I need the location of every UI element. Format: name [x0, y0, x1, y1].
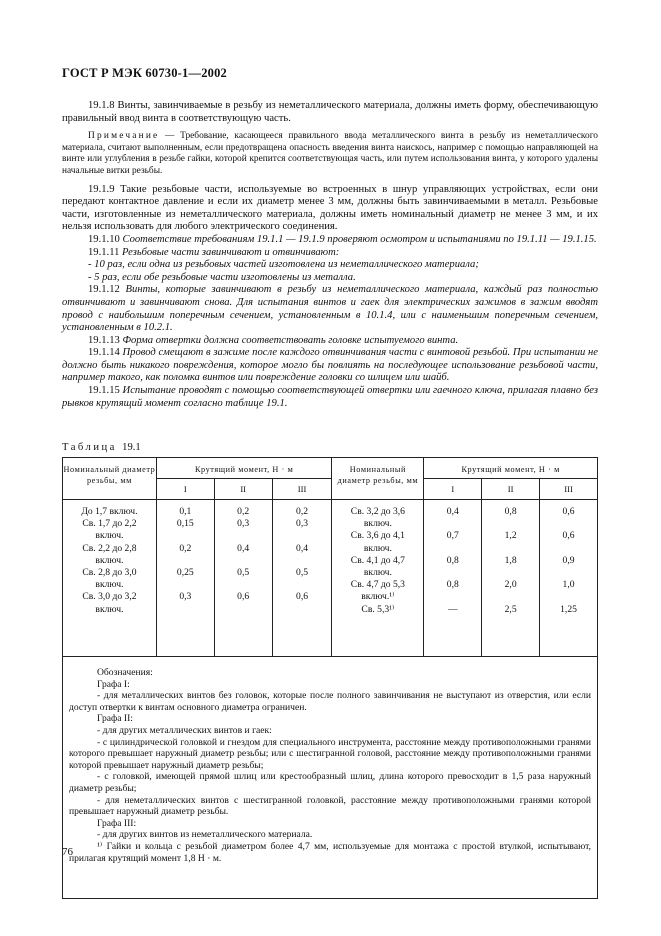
paragraph-number: 19.1.13: [88, 334, 120, 346]
torque-value: 0,1: [179, 506, 192, 517]
torque-value: 0,15: [176, 518, 194, 530]
left-col-II: [214, 500, 272, 657]
diameter-line: До 1,7 включ.: [81, 506, 138, 517]
left-diameter-column: [63, 500, 157, 657]
paragraph-19-1-10: [62, 234, 598, 247]
torque-value: 0,7: [446, 530, 459, 542]
header-diameter-right: Номинальный диаметр резьбы, мм: [332, 458, 424, 500]
torque-value: 0,6: [562, 530, 575, 542]
torque-value: 2,5: [504, 603, 517, 615]
diameter-line: Св. 3,2 до 3,6: [350, 506, 405, 517]
diameter-line: включ.: [95, 530, 124, 542]
spacer: [215, 530, 272, 542]
header-diameter-left: Номинальный диаметр резьбы, мм: [63, 458, 157, 500]
document-header: ГОСТ Р МЭК 60730-1—2002: [62, 66, 227, 80]
spacer: [157, 604, 214, 616]
diameter-line: включ.: [95, 603, 124, 615]
body-text: [62, 100, 598, 410]
spacer: [482, 543, 539, 555]
note-text: — Требование, касающееся правильного ввода металлического винта в резьбу из неметаллического материала, считают выполненным, если предотвращена опасность введения винта наискось, например с помощью направляющей на винте или углубления в резьбе гайки, которой крепится соответствующая часть, или путем использования винта, у которого удалены начальные витки резьбы.: [62, 131, 598, 176]
spacer: [273, 530, 332, 542]
spacer: [215, 555, 272, 567]
paragraph-19-1-13: [62, 335, 598, 348]
diameter-line: Св. 4,7 до 5,3: [350, 579, 405, 591]
diameter-line: включ.: [363, 567, 392, 579]
spacer: [215, 579, 272, 591]
diameter-line: Св. 2,8 до 3,0: [82, 567, 137, 579]
notes-g3-text: - для других винтов из неметаллического материала.: [97, 829, 313, 841]
spacer: [424, 543, 481, 555]
paragraph-number: 19.1.10: [88, 233, 120, 245]
notes-g2-c: - для неметаллических винтов с шестигранной головкой, расстояние между противоположными гранями которой превышает наружный диаметр резьбы.: [69, 794, 591, 818]
note-label: Примечание: [88, 131, 160, 142]
paragraph-19-1-15: [62, 385, 598, 410]
table-caption: [62, 442, 141, 453]
table-caption-number: 19.1: [122, 442, 141, 453]
diameter-line: включ.: [95, 579, 124, 591]
notes-footnote: ¹⁾ Гайки и кольца с резьбой диаметром более 4,7 мм, используемые для монтажа с простой втулкой, испытывают, прилагая крутящий момент 1,8 Н · м.: [69, 840, 591, 864]
torque-value: —: [447, 603, 458, 615]
torque-value: 0,8: [446, 579, 459, 591]
spacer: [540, 543, 597, 555]
spacer: [540, 518, 597, 530]
paragraph-19-1-12: [62, 284, 598, 334]
header-col-I: I: [424, 479, 482, 500]
spacer: [482, 567, 539, 579]
paragraph-19-1-8: 19.1.8 Винты, завинчиваемые в резьбу из неметаллического материала, должны иметь форму, обеспечивающую правильный ввод винта в соответствующую часть.: [62, 100, 598, 124]
diameter-line: Св. 4,1 до 4,7: [350, 554, 405, 566]
diameter-line: включ.: [363, 518, 392, 530]
paragraph-19-1-9: 19.1.9 Такие резьбовые части, используемые во встроенных в шнур управляющих устройствах, если они передают контактное давление и если их диаметр менее 3 мм, должны быть завинчиваемыми в металл. Резьбовые части, изготовленные из неметаллического материала, должны иметь номинальный диаметр не менее 3 мм, и их нельзя использовать для любого электрического соединения.: [62, 183, 598, 233]
header-col-II: II: [482, 479, 540, 500]
left-col-III: [272, 500, 332, 657]
spacer: [482, 518, 539, 530]
spacer: [157, 579, 214, 591]
paragraph-number: 19.1.12: [88, 284, 120, 296]
spacer: [424, 591, 481, 603]
torque-value: 0,5: [296, 567, 309, 579]
diameter-line: Св. 3,6 до 4,1: [350, 530, 405, 542]
torque-value: 0,6: [237, 591, 250, 603]
spacer: [540, 567, 597, 579]
paragraph-text: Резьбовые части завинчивают и отвинчивают:: [122, 246, 340, 258]
list-item: - 5 раз, если обе резьбовые части изготовлены из металла.: [88, 271, 356, 283]
torque-value: 1,25: [560, 603, 577, 615]
torque-value: 1,2: [504, 530, 517, 542]
header-torque-right: Крутящий момент, Н · м: [424, 458, 598, 479]
table-caption-word: Таблица: [62, 442, 117, 453]
spacer: [215, 604, 272, 616]
torque-value: 0,4: [237, 542, 250, 554]
diameter-line: Св. 1,7 до 2,2: [82, 518, 137, 530]
diameter-line: включ.: [363, 542, 392, 554]
spacer: [424, 567, 481, 579]
right-col-III: [540, 500, 598, 657]
torque-value: 0,9: [562, 554, 575, 566]
paragraph-number: 19.1.11: [88, 246, 120, 258]
spacer: [157, 530, 214, 542]
torque-value: 0,2: [296, 506, 309, 517]
header-torque-left: Крутящий момент, Н · м: [156, 458, 332, 479]
diameter-line: включ.¹⁾: [361, 591, 395, 603]
header-col-I: I: [156, 479, 214, 500]
note-paragraph: [62, 131, 598, 177]
notes-g2-title: Графа II:: [97, 713, 133, 725]
spacer: [273, 579, 332, 591]
notes-title: Обозначения:: [97, 667, 153, 678]
right-diameter-column: [332, 500, 424, 657]
right-col-II: [482, 500, 540, 657]
header-col-III: III: [272, 479, 332, 500]
spacer: [273, 604, 332, 616]
torque-value: 2,0: [504, 579, 517, 591]
paragraph-text: Соответствие требованиям 19.1.1 — 19.1.9 проверяют осмотром и испытаниями по 19.1.11 — 19.1.15.: [122, 233, 597, 245]
torque-value: 0,2: [179, 542, 192, 554]
notes-g2-a: - с цилиндрической головкой и гнездом для специального инструмента, расстояние между противоположными гранями которого превышает наружный диаметр резьбы; или с шестигранной головой, расстояние между противоположными гранями которой превышает наружный диаметр резьбы;: [69, 736, 591, 771]
spacer: [482, 591, 539, 603]
torque-value: 0,4: [446, 506, 459, 517]
paragraph-number: 19.1.14: [88, 347, 120, 359]
diameter-line: Св. 3,0 до 3,2: [82, 591, 137, 603]
notes-g3-title: Графа III:: [97, 817, 137, 829]
header-col-II: II: [214, 479, 272, 500]
torque-value: 1,0: [562, 579, 575, 591]
table-notes: [63, 657, 598, 899]
torque-value: 0,3: [296, 518, 309, 530]
torque-value: 0,2: [237, 506, 250, 517]
list-item: - 10 раз, если одна из резьбовых частей изготовлена из неметаллического материала;: [88, 259, 479, 271]
diameter-line: включ.: [95, 554, 124, 566]
paragraph-19-1-14: [62, 347, 598, 385]
header-col-III: III: [540, 479, 598, 500]
paragraph-text: Испытание проводят с помощью соответствующей отвертки или гаечного ключа, прилагая плавно без рывков крутящий момент согласно таблице 19.1.: [62, 385, 598, 409]
torque-value: 0,6: [296, 591, 309, 603]
torque-value: 0,25: [176, 567, 194, 579]
paragraph-text: Провод смещают в зажиме после каждого отвинчивания части с винтовой резьбой. При испытании не должно быть никакого повреждения, которое могло бы повлиять на последующее использование резьбовой части, например такого, как поломка винтов или повреждение головки со шлицем или шайб.: [62, 347, 598, 384]
spacer: [424, 518, 481, 530]
torque-value: 0,8: [446, 554, 459, 566]
spacer: [157, 555, 214, 567]
diameter-line: Св. 2,2 до 2,8: [82, 542, 137, 554]
left-col-I: [156, 500, 214, 657]
right-col-I: [424, 500, 482, 657]
notes-g2-intro: - для других металлических винтов и гаек:: [97, 724, 272, 736]
torque-table: [62, 457, 598, 899]
spacer: [540, 591, 597, 603]
paragraph-19-1-11: [62, 247, 598, 260]
notes-g1-text: - для металлических винтов без головок, которые после полного завинчивания не выступают из отверстия, или если доступ отвертки к винтам основного диаметра ограничен.: [69, 690, 591, 713]
notes-g1-title: Графа I:: [97, 678, 130, 690]
spacer: [273, 555, 332, 567]
paragraph-number: 19.1.15: [88, 385, 120, 397]
torque-value: 0,5: [237, 567, 250, 579]
notes-g2-b: - с головкой, имеющей прямой шлиц или крестообразный шлиц, длина которого превосходит в 1,5 раза наружный диаметр резьбы;: [69, 771, 591, 794]
diameter-line: Св. 5,3¹⁾: [361, 603, 395, 615]
page-number: 76: [62, 846, 73, 858]
torque-value: 0,6: [562, 506, 575, 517]
paragraph-text: Форма отвертки должна соответствовать головке испытуемого винта.: [122, 334, 459, 346]
torque-value: 0,3: [179, 591, 192, 603]
torque-value: 0,4: [296, 542, 309, 554]
paragraph-text: Винты, которые завинчивают в резьбу из неметаллического материала, каждый раз полностью отвинчивают и завинчивают снова. Для испытания винтов и гаек для электрических зажимов в зажим вводят провод с наибольшим поперечным сечением, установленным в 10.1.4, или с наименьшим поперечным сечением, установленным в 10.2.1.: [62, 284, 598, 334]
torque-value: 1,8: [504, 554, 517, 566]
torque-value: 0,3: [237, 518, 250, 530]
torque-value: 0,8: [504, 506, 517, 517]
